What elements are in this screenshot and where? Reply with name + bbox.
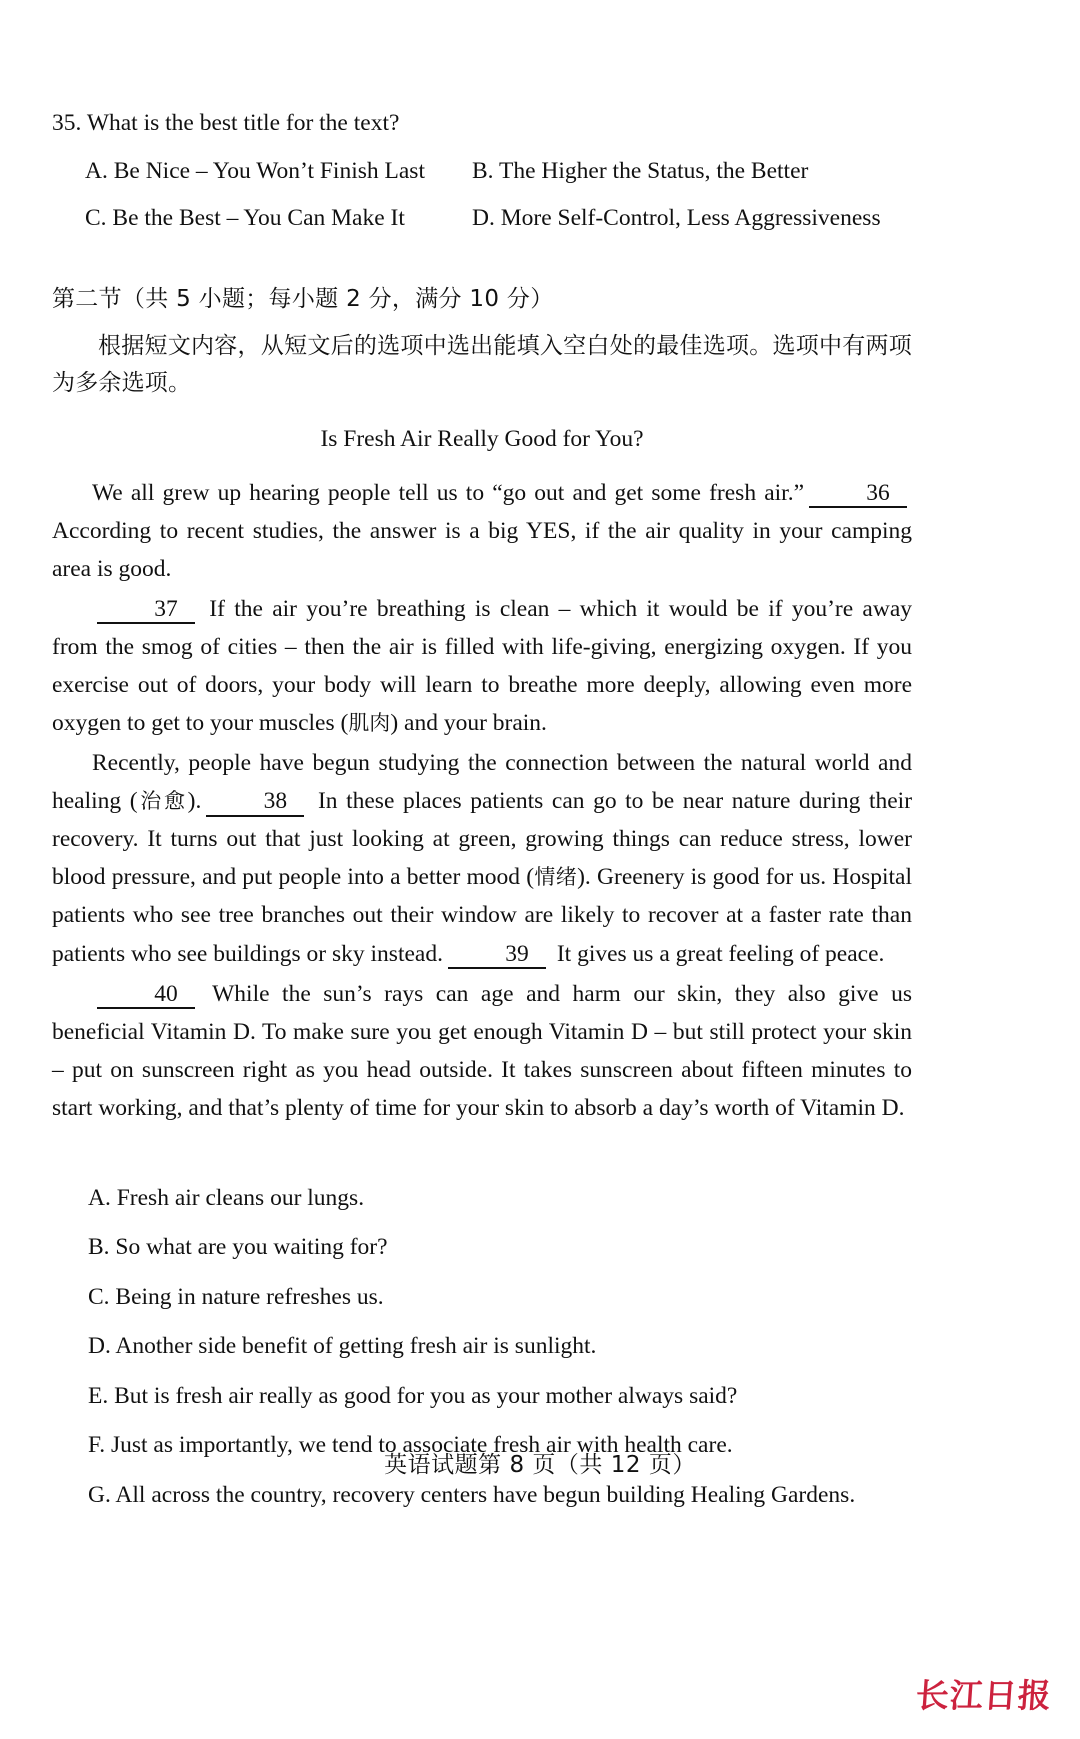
paragraph-1-text-a: We all grew up hearing people tell us to “go out and get some fresh air.” — [92, 479, 804, 506]
section-two-block — [52, 287, 912, 403]
blank-39[interactable]: 39 — [448, 943, 546, 970]
passage-paragraph-3 — [52, 744, 912, 972]
answer-choice-a[interactable]: A. Fresh air cleans our lungs. — [88, 1184, 365, 1211]
question-35-stem: 35. What is the best title for the text? — [52, 110, 400, 136]
paragraph-3-text-d: ). Greenery is good for us. Hospital patients who see tree branches out their window are likely to recover at a faster rate than patients who see buildings or sky instead. — [52, 864, 912, 967]
section-two-heading: 第二节（共 5 小题；每小题 2 分，满分 10 分） — [52, 285, 554, 312]
paragraph-3-text-c: In these places patients can go to be near nature during their recovery. It turns out that just looking at green, growing things can reduce stress, lower blood pressure, and put people into a better mood ( — [52, 788, 913, 891]
answer-choice-f[interactable]: F. Just as importantly, we tend to associate fresh air with health care. — [88, 1432, 733, 1459]
passage-title: Is Fresh Air Really Good for You? — [320, 426, 644, 453]
passage-paragraph-2 — [52, 590, 912, 742]
gloss-mood: 情绪 — [534, 865, 578, 890]
question-35-option-c[interactable]: C. Be the Best – You Can Make It — [85, 205, 405, 231]
blank-38[interactable]: 38 — [206, 790, 304, 817]
paragraph-3-text-b: ). — [187, 788, 202, 815]
blank-40[interactable]: 40 — [97, 983, 195, 1010]
question-35-option-b[interactable]: B. The Higher the Status, the Better — [472, 157, 809, 184]
page-content — [52, 112, 912, 1533]
answer-choice-b[interactable]: B. So what are you waiting for? — [88, 1234, 388, 1261]
question-35-option-a[interactable]: A. Be Nice – You Won’t Finish Last — [85, 157, 425, 184]
paragraph-2-text: If the air you’re breathing is clean – which it would be if you’re away from the smog of cities – then the air is filled with life-giving, energizing oxygen. If you exercise out of doors, your body will learn to breathe more deeply, allowing even more oxygen to get to your muscles ( — [52, 595, 913, 737]
paragraph-3-text-a: Recently, people have begun studying the connection between the natural world and healing ( — [52, 750, 912, 815]
question-35-options-row-1 — [52, 157, 912, 184]
gloss-muscles: 肌肉 — [348, 711, 391, 736]
blank-36[interactable]: 36 — [809, 482, 907, 509]
passage-block — [52, 428, 912, 1127]
paragraph-1-text-b: According to recent studies, the answer is a big YES, if the air quality in your camping area is good. — [52, 517, 912, 582]
page-footer: 英语试题第 8 页（共 12 页） — [384, 1452, 696, 1478]
answer-choice-g[interactable]: G. All across the country, recovery centers have begun building Healing Gardens. — [88, 1481, 856, 1508]
question-35-block — [52, 112, 912, 231]
passage-paragraph-4 — [52, 975, 912, 1127]
question-35-options-row-2 — [52, 207, 912, 231]
paragraph-2-text-end: ) and your brain. — [390, 710, 547, 737]
answer-choice-d[interactable]: D. Another side benefit of getting fresh air is sunlight. — [88, 1333, 597, 1360]
paragraph-4-text: While the sun’s rays can age and harm our skin, they also give us beneficial Vitamin D. To make sure you get enough Vitamin D – but still protect your skin – put on sunscreen right as you head outside. It takes sunscreen about fifteen minutes to start working, and that’s plenty of time for your skin to absorb a day’s worth of Vitamin D. — [52, 980, 912, 1121]
blank-37[interactable]: 37 — [97, 598, 195, 625]
gloss-healing: 治愈 — [137, 789, 188, 814]
answer-choice-e[interactable]: E. But is fresh air really as good for you as your mother always said? — [88, 1382, 738, 1409]
paragraph-3-text-e: It gives us a great feeling of peace. — [556, 940, 885, 967]
section-two-directions: 根据短文内容，从短文后的选项中选出能填入空白处的最佳选项。选项中有两项为多余选项。 — [52, 332, 912, 397]
passage-paragraph-1 — [52, 474, 912, 588]
question-35-option-d[interactable]: D. More Self-Control, Less Aggressiveness — [472, 205, 881, 231]
publisher-watermark: 长江日报 — [914, 1676, 1054, 1715]
answer-choice-c[interactable]: C. Being in nature refreshes us. — [88, 1283, 384, 1310]
